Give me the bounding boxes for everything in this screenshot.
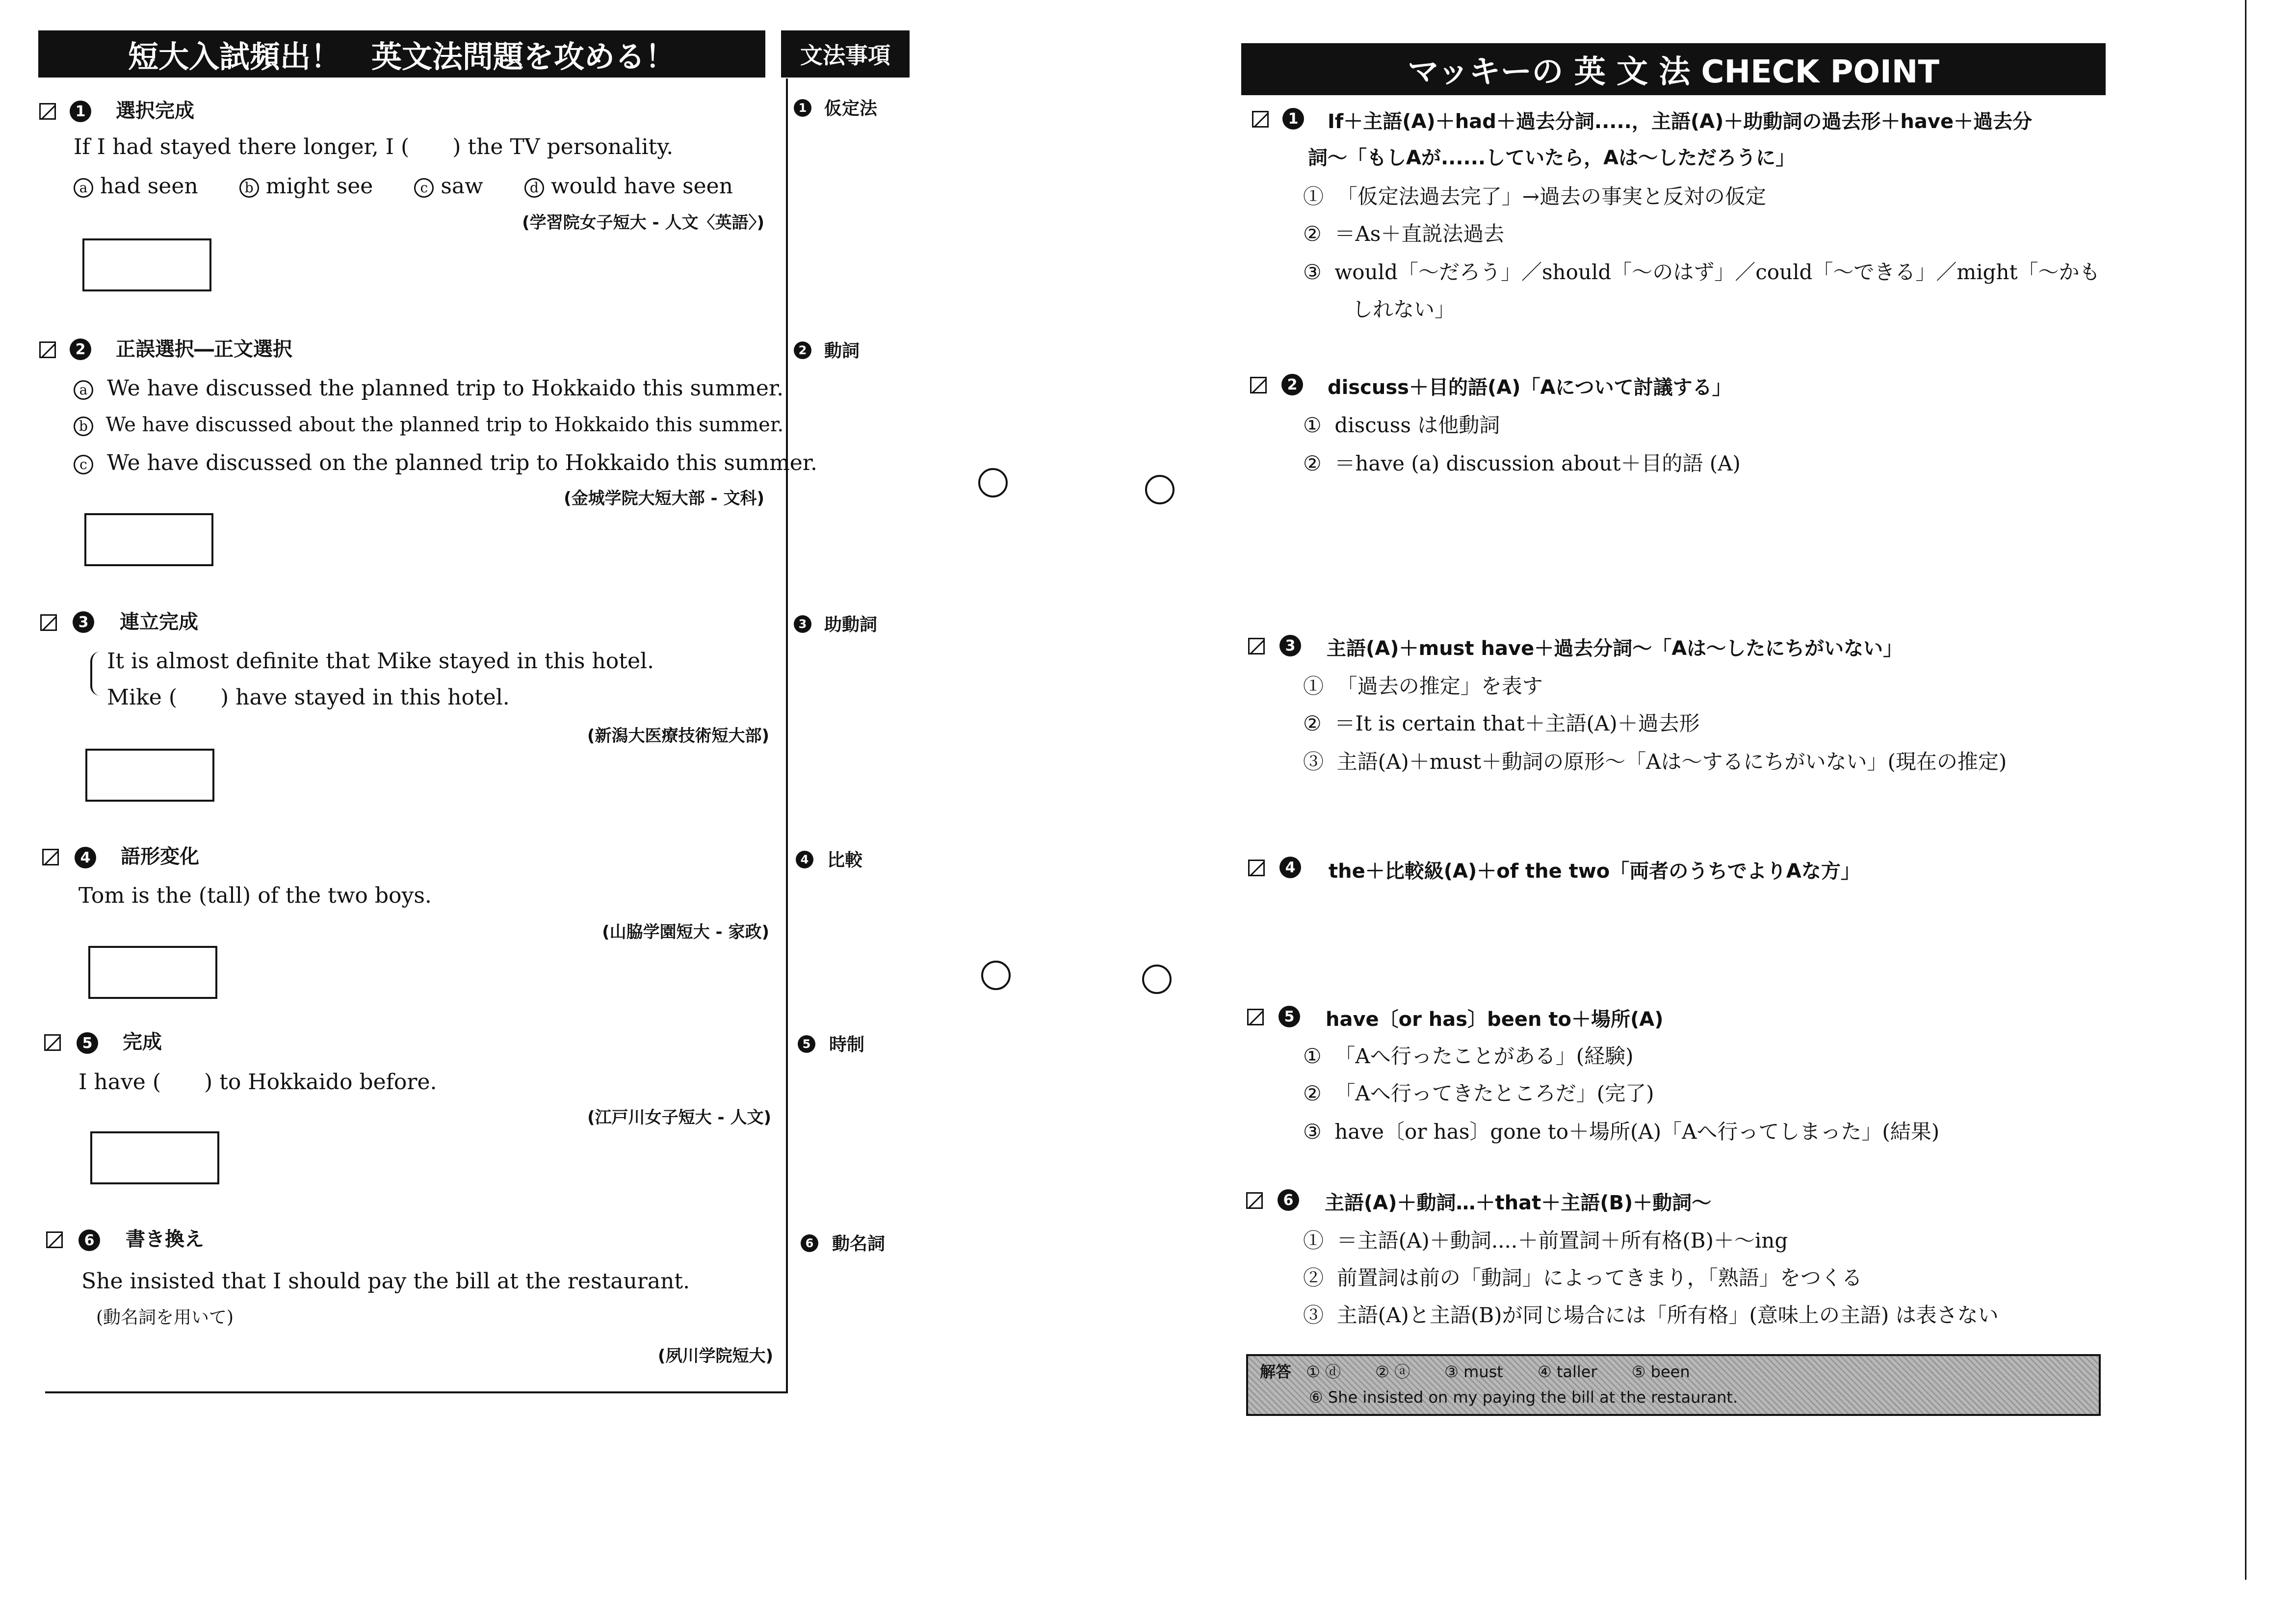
- answer-row-2: [1260, 1385, 2087, 1410]
- p4-number: 4: [1279, 857, 1301, 878]
- q1-option-a[interactable]: a had seen: [74, 174, 198, 200]
- p2-checkbox[interactable]: [1250, 377, 1267, 393]
- q4-sentence: Tom is the (tall) of the two boys.: [78, 883, 432, 908]
- option-mark-b: b: [74, 417, 93, 436]
- binder-hole: [1145, 475, 1174, 504]
- p6-sub-2: ② 前置詞は前の「動詞」によってきまり，「熟語」をつくる: [1303, 1266, 1862, 1290]
- option-mark-c: c: [74, 455, 93, 474]
- q1-option-c[interactable]: c saw: [414, 174, 483, 200]
- grammar-title-bar: [781, 30, 910, 78]
- q3-line-2: Mike ( ) have stayed in this hotel.: [107, 685, 510, 710]
- answer-4: ④ taller: [1537, 1362, 1597, 1381]
- grammar-1-number: 1: [794, 99, 811, 117]
- q3-brace: [90, 652, 104, 696]
- p3-sub-3: ③ 主語(A)＋must＋動詞の原形～「Aは～するにちがいない」(現在の推定): [1303, 750, 2007, 774]
- grammar-6: 動名詞: [832, 1234, 886, 1254]
- grammar-6-number: 6: [801, 1234, 818, 1252]
- grammar-5-number: 5: [798, 1035, 815, 1053]
- grammar-3-number: 3: [794, 615, 811, 633]
- q3-answer-box[interactable]: [85, 749, 214, 802]
- p1-sub-1: ① 「仮定法過去完了」→過去の事実と反対の仮定: [1303, 184, 1766, 209]
- p4-head: the＋比較級(A)＋of the two「両者のうちでよりAな方」: [1329, 860, 1860, 883]
- q2-type: 正誤選択―正文選択: [116, 338, 292, 361]
- bottom-rule: [45, 1391, 787, 1393]
- q6-type: 書き換え: [126, 1228, 204, 1251]
- answer-label: 解答: [1260, 1362, 1292, 1381]
- column-divider: [786, 78, 788, 1393]
- answer-key: [1246, 1354, 2101, 1416]
- answer-6: ⑥ She insisted on my paying the bill at the restaurant.: [1309, 1388, 1738, 1407]
- q1-type: 選択完成: [116, 100, 194, 122]
- q3-number: 3: [73, 611, 94, 633]
- q5-sentence: I have ( ) to Hokkaido before.: [78, 1070, 437, 1095]
- answer-row-1: [1260, 1359, 2087, 1385]
- q2-checkbox[interactable]: [39, 341, 56, 358]
- p2-sub-2: ② ＝have (a) discussion about＋目的語 (A): [1303, 451, 1741, 475]
- p1-head-cont: 詞～「もしAが......していたら，Aは～しただろうに」: [1308, 147, 1796, 169]
- q3-line-1: It is almost definite that Mike stayed in this hotel.: [107, 649, 654, 674]
- p4-checkbox[interactable]: [1248, 860, 1265, 876]
- q2-option-c[interactable]: c We have discussed on the planned trip to Hokkaido this summer.: [74, 450, 817, 476]
- p3-number: 3: [1279, 635, 1301, 656]
- p1-head: If＋主語(A)＋had＋過去分詞.....，主語(A)＋助動詞の過去形＋have＋過去分: [1328, 110, 2033, 133]
- p2-sub-1: ① discuss は他動詞: [1303, 413, 1500, 437]
- q4-number: 4: [75, 847, 96, 868]
- p3-checkbox[interactable]: [1248, 638, 1265, 654]
- q6-sentence: She insisted that I should pay the bill at the restaurant.: [81, 1269, 690, 1294]
- option-mark-d: d: [524, 178, 544, 198]
- q1-option-d[interactable]: d would have seen: [524, 174, 733, 200]
- grammar-4: 比較: [827, 850, 863, 870]
- p5-head: have〔or has〕been to＋場所(A): [1326, 1008, 1664, 1031]
- q1-number: 1: [70, 101, 91, 122]
- p5-number: 5: [1278, 1006, 1300, 1027]
- p5-sub-3: ③ have〔or has〕gone to＋場所(A)「Aへ行ってしまった」(結果): [1303, 1120, 1940, 1144]
- q6-source: (夙川学院短大): [657, 1346, 773, 1366]
- option-mark-c: c: [414, 178, 434, 198]
- option-mark-a: a: [74, 380, 93, 400]
- left-title: 短大入試頻出！ 英文法問題を攻める！: [128, 38, 676, 75]
- p6-number: 6: [1278, 1189, 1299, 1211]
- left-title-bar: [38, 30, 765, 78]
- p5-sub-1: ① 「Aへ行ったことがある」(経験): [1303, 1044, 1634, 1068]
- q4-answer-box[interactable]: [88, 946, 217, 999]
- p1-number: 1: [1282, 108, 1304, 130]
- q4-type: 語形変化: [121, 845, 199, 868]
- q2-option-a[interactable]: a We have discussed the planned trip to Hokkaido this summer.: [74, 376, 783, 402]
- right-edge-line: [2245, 0, 2246, 1580]
- grammar-title: 文法事項: [800, 42, 890, 69]
- p2-head: discuss＋目的語(A)「Aについて討議する」: [1328, 376, 1732, 399]
- p5-sub-2: ② 「Aへ行ってきたところだ」(完了): [1303, 1081, 1654, 1105]
- q6-checkbox[interactable]: [46, 1231, 63, 1248]
- answer-2: ② ⓐ: [1375, 1362, 1410, 1381]
- q5-number: 5: [77, 1032, 98, 1054]
- q3-source: (新潟大医療技術短大部): [587, 726, 769, 746]
- p3-sub-1: ① 「過去の推定」を表す: [1303, 674, 1543, 698]
- p6-sub-1: ① ＝主語(A)＋動詞....＋前置詞＋所有格(B)＋～ing: [1303, 1229, 1788, 1253]
- q5-source: (江戸川女子短大 - 人文): [587, 1108, 771, 1127]
- right-title-bar: [1241, 43, 2106, 95]
- q4-checkbox[interactable]: [42, 849, 59, 865]
- q1-source: (学習院女子短大 - 人文〈英語〉): [522, 213, 764, 233]
- q4-source: (山脇学園短大 - 家政): [602, 922, 769, 942]
- q2-option-b[interactable]: b We have discussed about the planned trip to Hokkaido this summer.: [74, 413, 783, 437]
- binder-hole: [1142, 965, 1172, 994]
- q5-checkbox[interactable]: [44, 1034, 61, 1051]
- grammar-2-number: 2: [794, 341, 811, 359]
- q2-answer-box[interactable]: [84, 513, 213, 566]
- p1-sub-3-cont: しれない」: [1352, 297, 1456, 321]
- q1-option-b[interactable]: b might see: [239, 174, 373, 200]
- p1-checkbox[interactable]: [1252, 111, 1269, 128]
- grammar-5: 時制: [829, 1035, 865, 1055]
- grammar-3: 助動詞: [824, 615, 878, 635]
- q2-source: (金城学院大短大部 - 文科): [564, 489, 764, 508]
- p5-checkbox[interactable]: [1247, 1009, 1264, 1025]
- q6-note: (動名詞を用いて): [96, 1307, 234, 1328]
- q2-number: 2: [70, 339, 91, 360]
- option-mark-a: a: [74, 178, 93, 198]
- p1-sub-3: ③ would「～だろう」／should「～のはず」／could「～できる」／might「～かも: [1303, 260, 2100, 284]
- binder-hole: [981, 961, 1011, 990]
- answer-1: ① ⓓ: [1306, 1362, 1341, 1381]
- grammar-1: 仮定法: [824, 99, 878, 119]
- answer-5: ⑤ been: [1631, 1362, 1690, 1381]
- grammar-2: 動詞: [824, 341, 860, 361]
- p1-sub-2: ② ＝As＋直説法過去: [1303, 222, 1505, 246]
- p3-head: 主語(A)＋must have＋過去分詞～「Aは～したにちがいない」: [1327, 637, 1903, 660]
- p3-sub-2: ② ＝It is certain that＋主語(A)＋過去形: [1303, 711, 1700, 735]
- p6-checkbox[interactable]: [1246, 1192, 1263, 1209]
- q1-sentence: If I had stayed there longer, I ( ) the TV personality.: [74, 134, 674, 159]
- binder-hole: [978, 468, 1008, 497]
- answer-3: ③ must: [1444, 1362, 1503, 1381]
- q6-number: 6: [78, 1229, 100, 1251]
- q3-type: 連立完成: [120, 611, 198, 633]
- right-title: マッキーの 英 文 法 CHECK POINT: [1407, 54, 1939, 90]
- q3-checkbox[interactable]: [40, 614, 57, 631]
- p6-sub-3: ③ 主語(A)と主語(B)が同じ場合には「所有格」(意味上の主語) は表さない: [1303, 1303, 1999, 1327]
- q5-answer-box[interactable]: [90, 1131, 219, 1184]
- q1-options: [74, 174, 767, 200]
- p2-number: 2: [1281, 374, 1303, 395]
- q5-type: 完成: [123, 1031, 162, 1053]
- grammar-4-number: 4: [796, 851, 813, 868]
- option-mark-b: b: [239, 178, 259, 198]
- q1-answer-box[interactable]: [82, 238, 211, 291]
- q1-checkbox[interactable]: [39, 103, 56, 120]
- p6-head: 主語(A)＋動詞…＋that＋主語(B)＋動詞～: [1325, 1192, 1712, 1214]
